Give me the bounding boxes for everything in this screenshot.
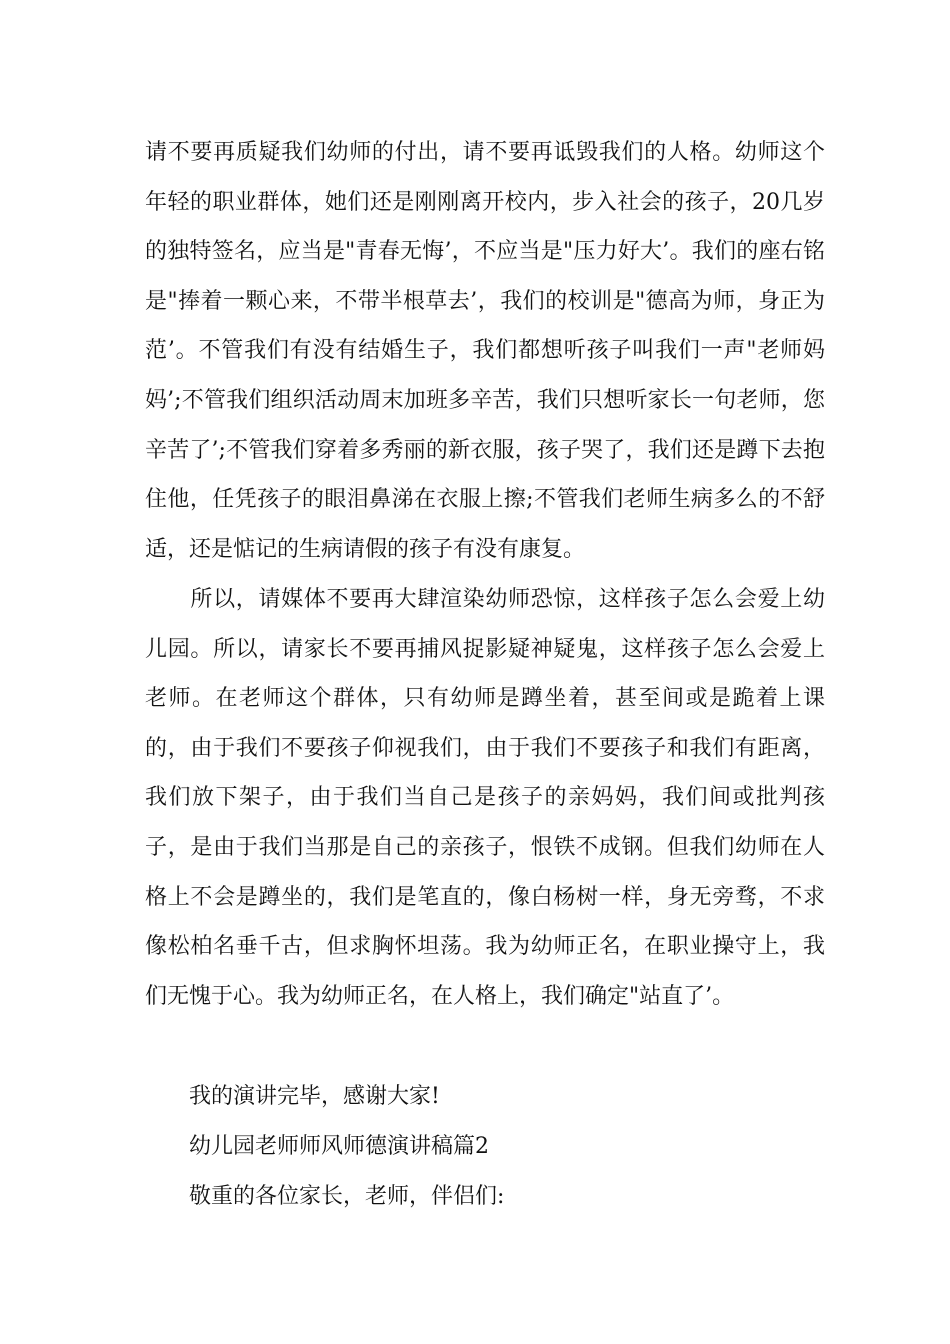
paragraph-1: 请不要再质疑我们幼师的付出，请不要再诋毁我们的人格。幼师这个年轻的职业群体，她们还是刚刚离开校内，步入社会的孩子，20几岁的独特签名，应当是"青春无悔’，不应当是"压力好大’。我们的座右铭是"捧着一颗心来，不带半根草去’，我们的校训是"德高为师，身正为范’。不管我们有没有结婚生子，我们都想听孩子叫我们一声"老师妈妈’;不管我们组织活动周末加班多辛苦，我们只想听家长一句老师，您辛苦了’;不管我们穿着多秀丽的新衣服，孩子哭了，我们还是蹲下去抱住他，任凭孩子的眼泪鼻涕在衣服上擦;不管我们老师生病多么的不舒适，还是惦记的生病请假的孩子有没有康复。	[145, 140, 825, 562]
paragraph-2: 所以，请媒体不要再大肆渲染幼师恐惊，这样孩子怎么会爱上幼儿园。所以，请家长不要再捕风捉影疑神疑鬼，这样孩子怎么会爱上老师。在老师这个群体，只有幼师是蹲坐着，甚至间或是跪着上课的，由于我们不要孩子仰视我们，由于我们不要孩子和我们有距离，我们放下架子，由于我们当自己是孩子的亲妈妈，我们间或批判孩子，是由于我们当那是自己的亲孩子，恨铁不成钢。但我们幼师在人格上不会是蹲坐的，我们是笔直的，像白杨树一样，身无旁骛，不求像松柏名垂千古，但求胸怀坦荡。我为幼师正名，在职业操守上，我们无愧于心。我为幼师正名，在人格上，我们确定"站直了’。	[145, 587, 825, 1009]
section-heading: 幼儿园老师师风师德演讲稿篇2	[145, 1134, 489, 1159]
salutation: 敬重的各位家长，老师，伴侣们:	[145, 1184, 505, 1209]
closing-line: 我的演讲完毕，感谢大家!	[145, 1084, 440, 1109]
